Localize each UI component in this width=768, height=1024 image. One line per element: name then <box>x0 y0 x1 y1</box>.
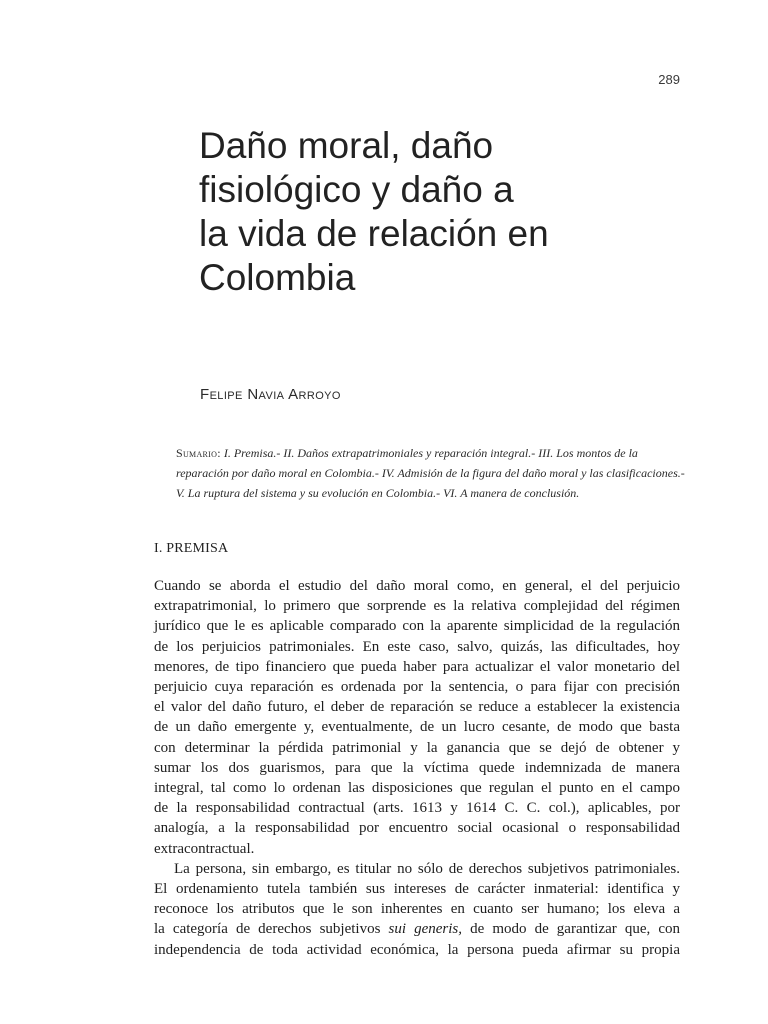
paragraph-line: El ordenamiento tutela también sus intereses de carácter inmaterial: identifica y <box>154 881 680 898</box>
paragraph-line: reconoce los atributos que le son inherentes en cuanto ser humano; los eleva a <box>154 901 680 918</box>
paragraph-line: de la responsabilidad contractual (arts. 1613 y 1614 C. C. col.), aplicables, por <box>154 800 680 817</box>
title-line: Daño moral, daño <box>199 125 494 166</box>
paragraph-line: perjuicio cuya reparación es ordenada por la sentencia, o para fijar con precisión <box>154 679 680 696</box>
text-run: de modo de garantizar que, con <box>462 921 680 938</box>
summary-label: Sumario: <box>176 446 221 460</box>
section-heading: I. PREMISA <box>154 541 229 556</box>
page-number: 289 <box>658 72 680 87</box>
paragraph-line: menores, de tipo financiero que pueda haber para actualizar el valor monetario del <box>154 658 680 675</box>
paragraph-line: La persona, sin embargo, es titular no sólo de derechos subjetivos patrimoniales. <box>174 860 680 877</box>
summary-line: V. La ruptura del sistema y su evolución en Colombia.- VI. A manera de conclusión. <box>176 486 580 500</box>
paragraph-line: extrapatrimonial, lo primero que sorprende es la relativa complejidad del régimen <box>154 598 680 615</box>
paragraph-line: de los perjuicios patrimoniales. En este caso, salvo, quizás, las dificultades, hoy <box>154 638 680 655</box>
paragraph-line: el valor del daño futuro, el deber de reparación se reduce a establecer la existencia <box>154 699 680 716</box>
paragraph-line: sumar los dos guarismos, para que la víctima quede indemnizada de manera <box>154 759 680 776</box>
paragraph-line: analogía, a la responsabilidad por encuentro social ocasional o responsabilidad <box>154 820 680 837</box>
body-text <box>154 576 680 960</box>
paragraph-line <box>154 919 680 939</box>
summary-line: reparación por daño moral en Colombia.- IV. Admisión de la figura del daño moral y las clasificaciones.- <box>176 466 685 480</box>
article-title <box>199 124 619 300</box>
author-name: Felipe Navia Arroyo <box>200 386 341 403</box>
title-line: la vida de relación en <box>199 213 549 254</box>
italic-term: sui generis, <box>388 921 462 938</box>
paragraph-line: con determinar la pérdida patrimonial y la ganancia que se dejó de obtener y <box>154 739 680 756</box>
summary-block <box>176 443 685 503</box>
text-run: la categoría de derechos subjetivos <box>154 921 389 938</box>
paragraph-line: Cuando se aborda el estudio del daño moral como, en general, el del perjuicio <box>154 578 680 594</box>
summary-line <box>176 443 678 463</box>
paragraph-line: jurídico que le es aplicable comparado con la aparente simplicidad de la regulación <box>154 618 680 635</box>
title-line: Colombia <box>199 257 356 298</box>
paragraph-line: de un daño emergente y, eventualmente, de un lucro cesante, de modo que basta <box>154 719 680 736</box>
title-line: fisiológico y daño a <box>199 169 514 210</box>
paragraph-line: extracontractual. <box>154 840 255 857</box>
paragraph-line: independencia de toda actividad económica, la persona pueda afirmar su propia <box>154 941 680 958</box>
summary-text: I. Premisa.- II. Daños extrapatrimoniales y reparación integral.- III. Los montos de la <box>223 446 638 460</box>
paragraph-line: integral, tal como lo ordenan las disposiciones que regulan el punto en el campo <box>154 780 680 797</box>
